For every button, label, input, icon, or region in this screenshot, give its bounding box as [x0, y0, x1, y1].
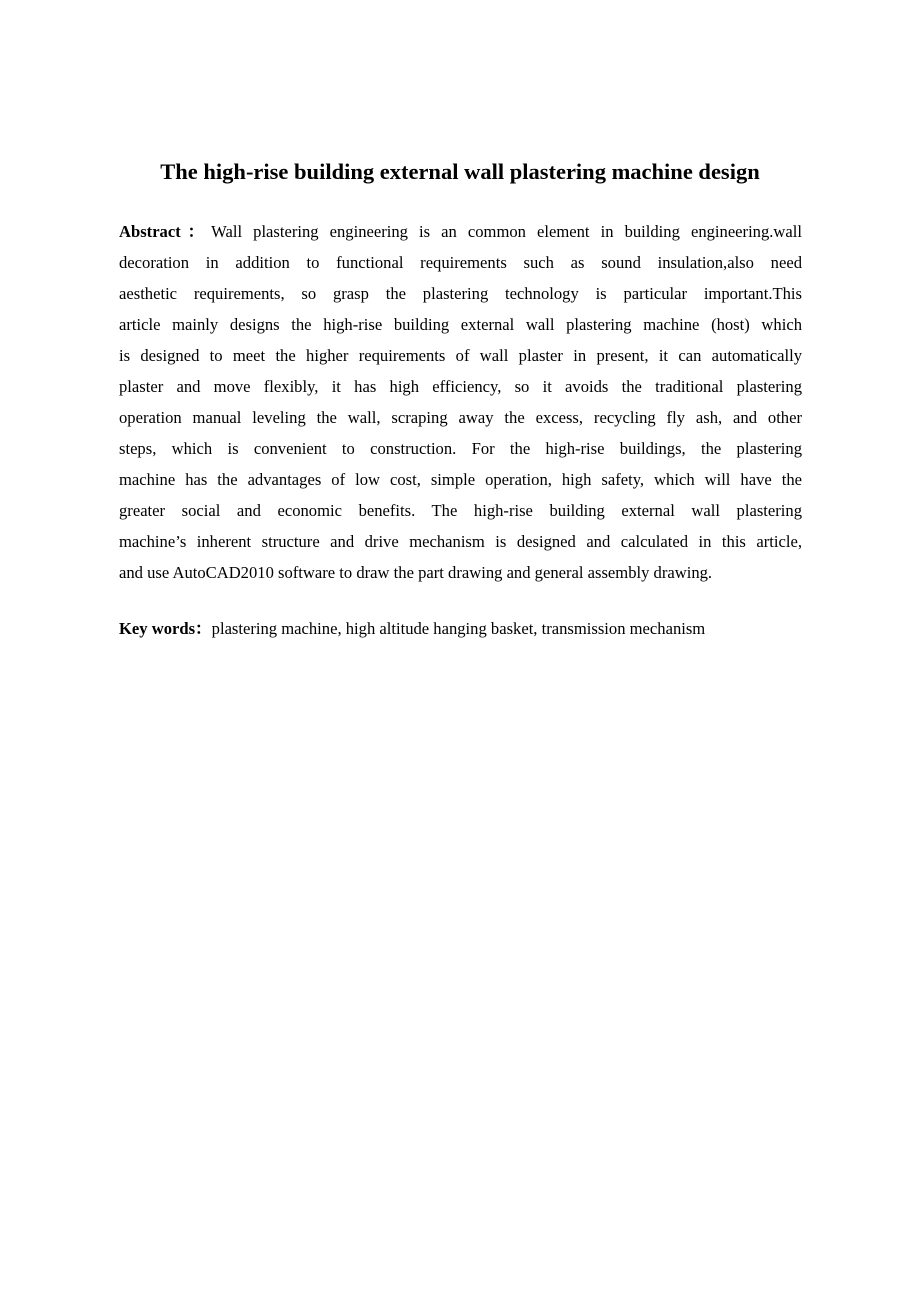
abstract-line: machine’s inherent structure and drive mechanism is designed and calculated in this article,	[119, 532, 802, 551]
abstract-line: operation manual leveling the wall, scraping away the excess, recycling fly ash, and other	[119, 408, 802, 427]
abstract-line-text: Wall plastering engineering is an common element in building engineering.wall	[211, 222, 802, 241]
keywords-paragraph	[119, 613, 802, 644]
keywords-label: Key words：	[119, 619, 212, 638]
abstract-line: and use AutoCAD2010 software to draw the part drawing and general assembly drawing.	[119, 563, 713, 582]
abstract-line: is designed to meet the higher requirements of wall plaster in present, it can automatically	[119, 346, 802, 365]
abstract-line: greater social and economic benefits. The high-rise building external wall plastering	[119, 501, 802, 520]
keywords-text: plastering machine, high altitude hanging basket, transmission mechanism	[211, 619, 706, 638]
abstract-line: steps, which is convenient to construction. For the high-rise buildings, the plastering	[119, 439, 802, 458]
page-title: The high-rise building external wall plastering machine design	[160, 159, 760, 184]
abstract-line: aesthetic requirements, so grasp the plastering technology is particular important.This	[119, 284, 802, 303]
abstract-line: plaster and move flexibly, it has high efficiency, so it avoids the traditional plastering	[119, 377, 802, 396]
abstract-line: machine has the advantages of low cost, simple operation, high safety, which will have the	[119, 470, 802, 489]
abstract-line: decoration in addition to functional requirements such as sound insulation,also need	[119, 253, 802, 272]
abstract-label: Abstract：	[119, 222, 212, 241]
abstract-paragraph	[119, 216, 802, 588]
abstract-line: article mainly designs the high-rise building external wall plastering machine (host) which	[119, 315, 802, 334]
abstract-line	[119, 216, 802, 247]
